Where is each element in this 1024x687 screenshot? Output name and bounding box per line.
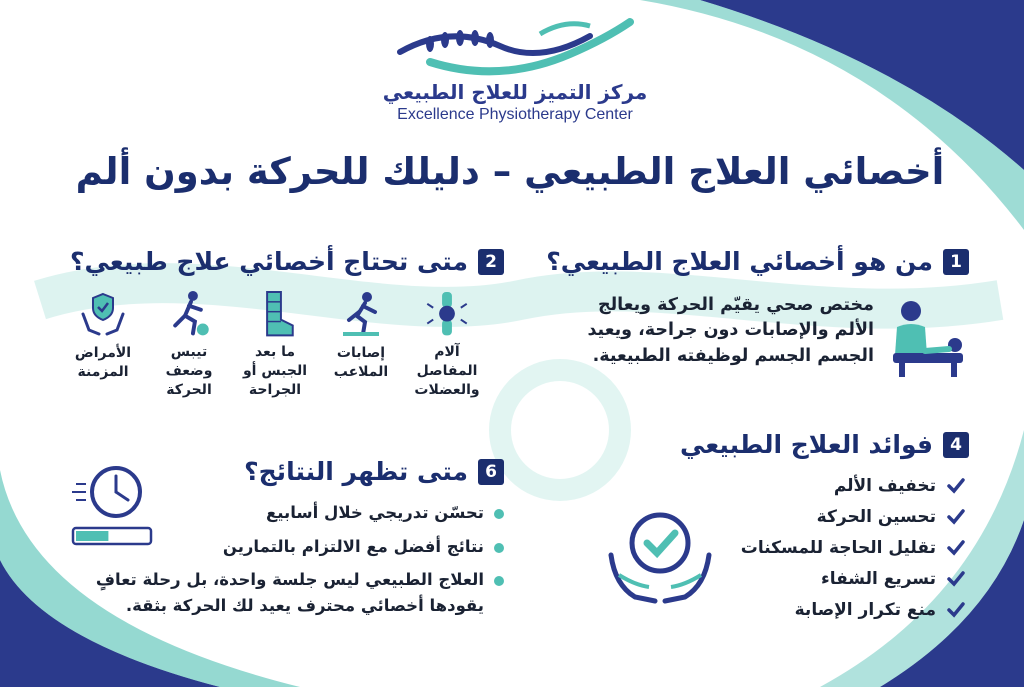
section6-title: متى تظهر النتائج؟: [244, 457, 468, 486]
check-icon: [946, 476, 966, 496]
progress-fill: [76, 531, 108, 541]
logo-english-name: Excellence Physiotherapy Center: [397, 106, 633, 123]
section4-title: فوائد العلاج الطبيعي: [679, 430, 933, 459]
shield-hands-icon: [79, 290, 127, 338]
benefit-label: تخفيف الألم: [833, 475, 936, 496]
check-hands-icon: [605, 505, 715, 615]
section1-title: من هو أخصائي العلاج الطبيعي؟: [546, 247, 933, 276]
check-icon: [946, 569, 966, 589]
condition-item: [318, 290, 404, 400]
benefit-item: [741, 470, 966, 501]
page-title: أخصائي العلاج الطبيعي – دليلك للحركة بدون ألم: [75, 150, 945, 193]
joint-pain-icon: [423, 290, 471, 337]
section1-heading: [546, 247, 969, 276]
condition-item: [60, 290, 146, 400]
result-label: العلاج الطبيعي ليس جلسة واحدة، بل رحلة تعافٍ يقودها أخصائي محترف يعيد لك الحركة بثقة.: [95, 570, 484, 615]
condition-label: ما بعد الجبس أو الجراحة: [242, 344, 308, 399]
condition-label: آلام المفاصل والعضلات: [414, 344, 480, 399]
cast-icon: [251, 290, 299, 337]
result-label: تحسّن تدريجي خلال أسابيع: [266, 503, 484, 522]
section2-number-badge: 2: [478, 249, 504, 275]
section6-heading: [244, 457, 504, 486]
benefit-item: [741, 532, 966, 563]
section2-title: متى تحتاج أخصائي علاج طبيعي؟: [69, 247, 468, 276]
section4-number-badge: 4: [943, 432, 969, 458]
condition-label: تيبس وضعف الحركة: [165, 344, 213, 399]
benefit-label: تحسين الحركة: [816, 506, 936, 527]
logo-arabic-name: مركز التميز للعلاج الطبيعي: [382, 80, 648, 104]
benefit-item: [741, 501, 966, 532]
bullet-dot: [494, 543, 504, 553]
section1-number-badge: 1: [943, 249, 969, 275]
condition-label: الأمراض المزمنة: [74, 345, 132, 380]
check-icon: [946, 538, 966, 558]
condition-item: [232, 290, 318, 400]
logo-mark-icon: [390, 14, 640, 84]
conditions-row: [60, 290, 490, 400]
benefit-label: تقليل الحاجة للمسكنات: [740, 537, 936, 558]
sports-injury-icon: [337, 290, 385, 338]
benefit-item: [741, 594, 966, 625]
benefit-label: منع تكرار الإصابة: [794, 599, 936, 620]
bullet-dot: [494, 509, 504, 519]
condition-item: [404, 290, 490, 400]
benefit-item: [741, 563, 966, 594]
check-icon: [946, 507, 966, 527]
running-person-icon: [165, 290, 213, 337]
section2-heading: [70, 247, 504, 276]
bullet-dot: [494, 576, 504, 586]
section6-number-badge: 6: [478, 459, 504, 485]
section4-heading: [680, 430, 969, 459]
result-item: [74, 567, 504, 618]
check-icon: [946, 600, 966, 620]
result-label: نتائج أفضل مع الالتزام بالتمارين: [222, 536, 484, 556]
section1-body: مختص صحي يقيّم الحركة ويعالج الألم والإصابات دون جراحة، ويعيد الجسم الجسم لوظيفته الطبيعية.: [587, 295, 874, 366]
therapist-icon: [879, 293, 969, 383]
logo: [370, 14, 660, 134]
benefit-label: تسريع الشفاء: [821, 568, 936, 589]
condition-item: [146, 290, 232, 400]
clock-progress-icon: [70, 462, 155, 552]
condition-label: إصابات الملاعب: [333, 345, 389, 380]
benefits-list: [741, 470, 966, 625]
